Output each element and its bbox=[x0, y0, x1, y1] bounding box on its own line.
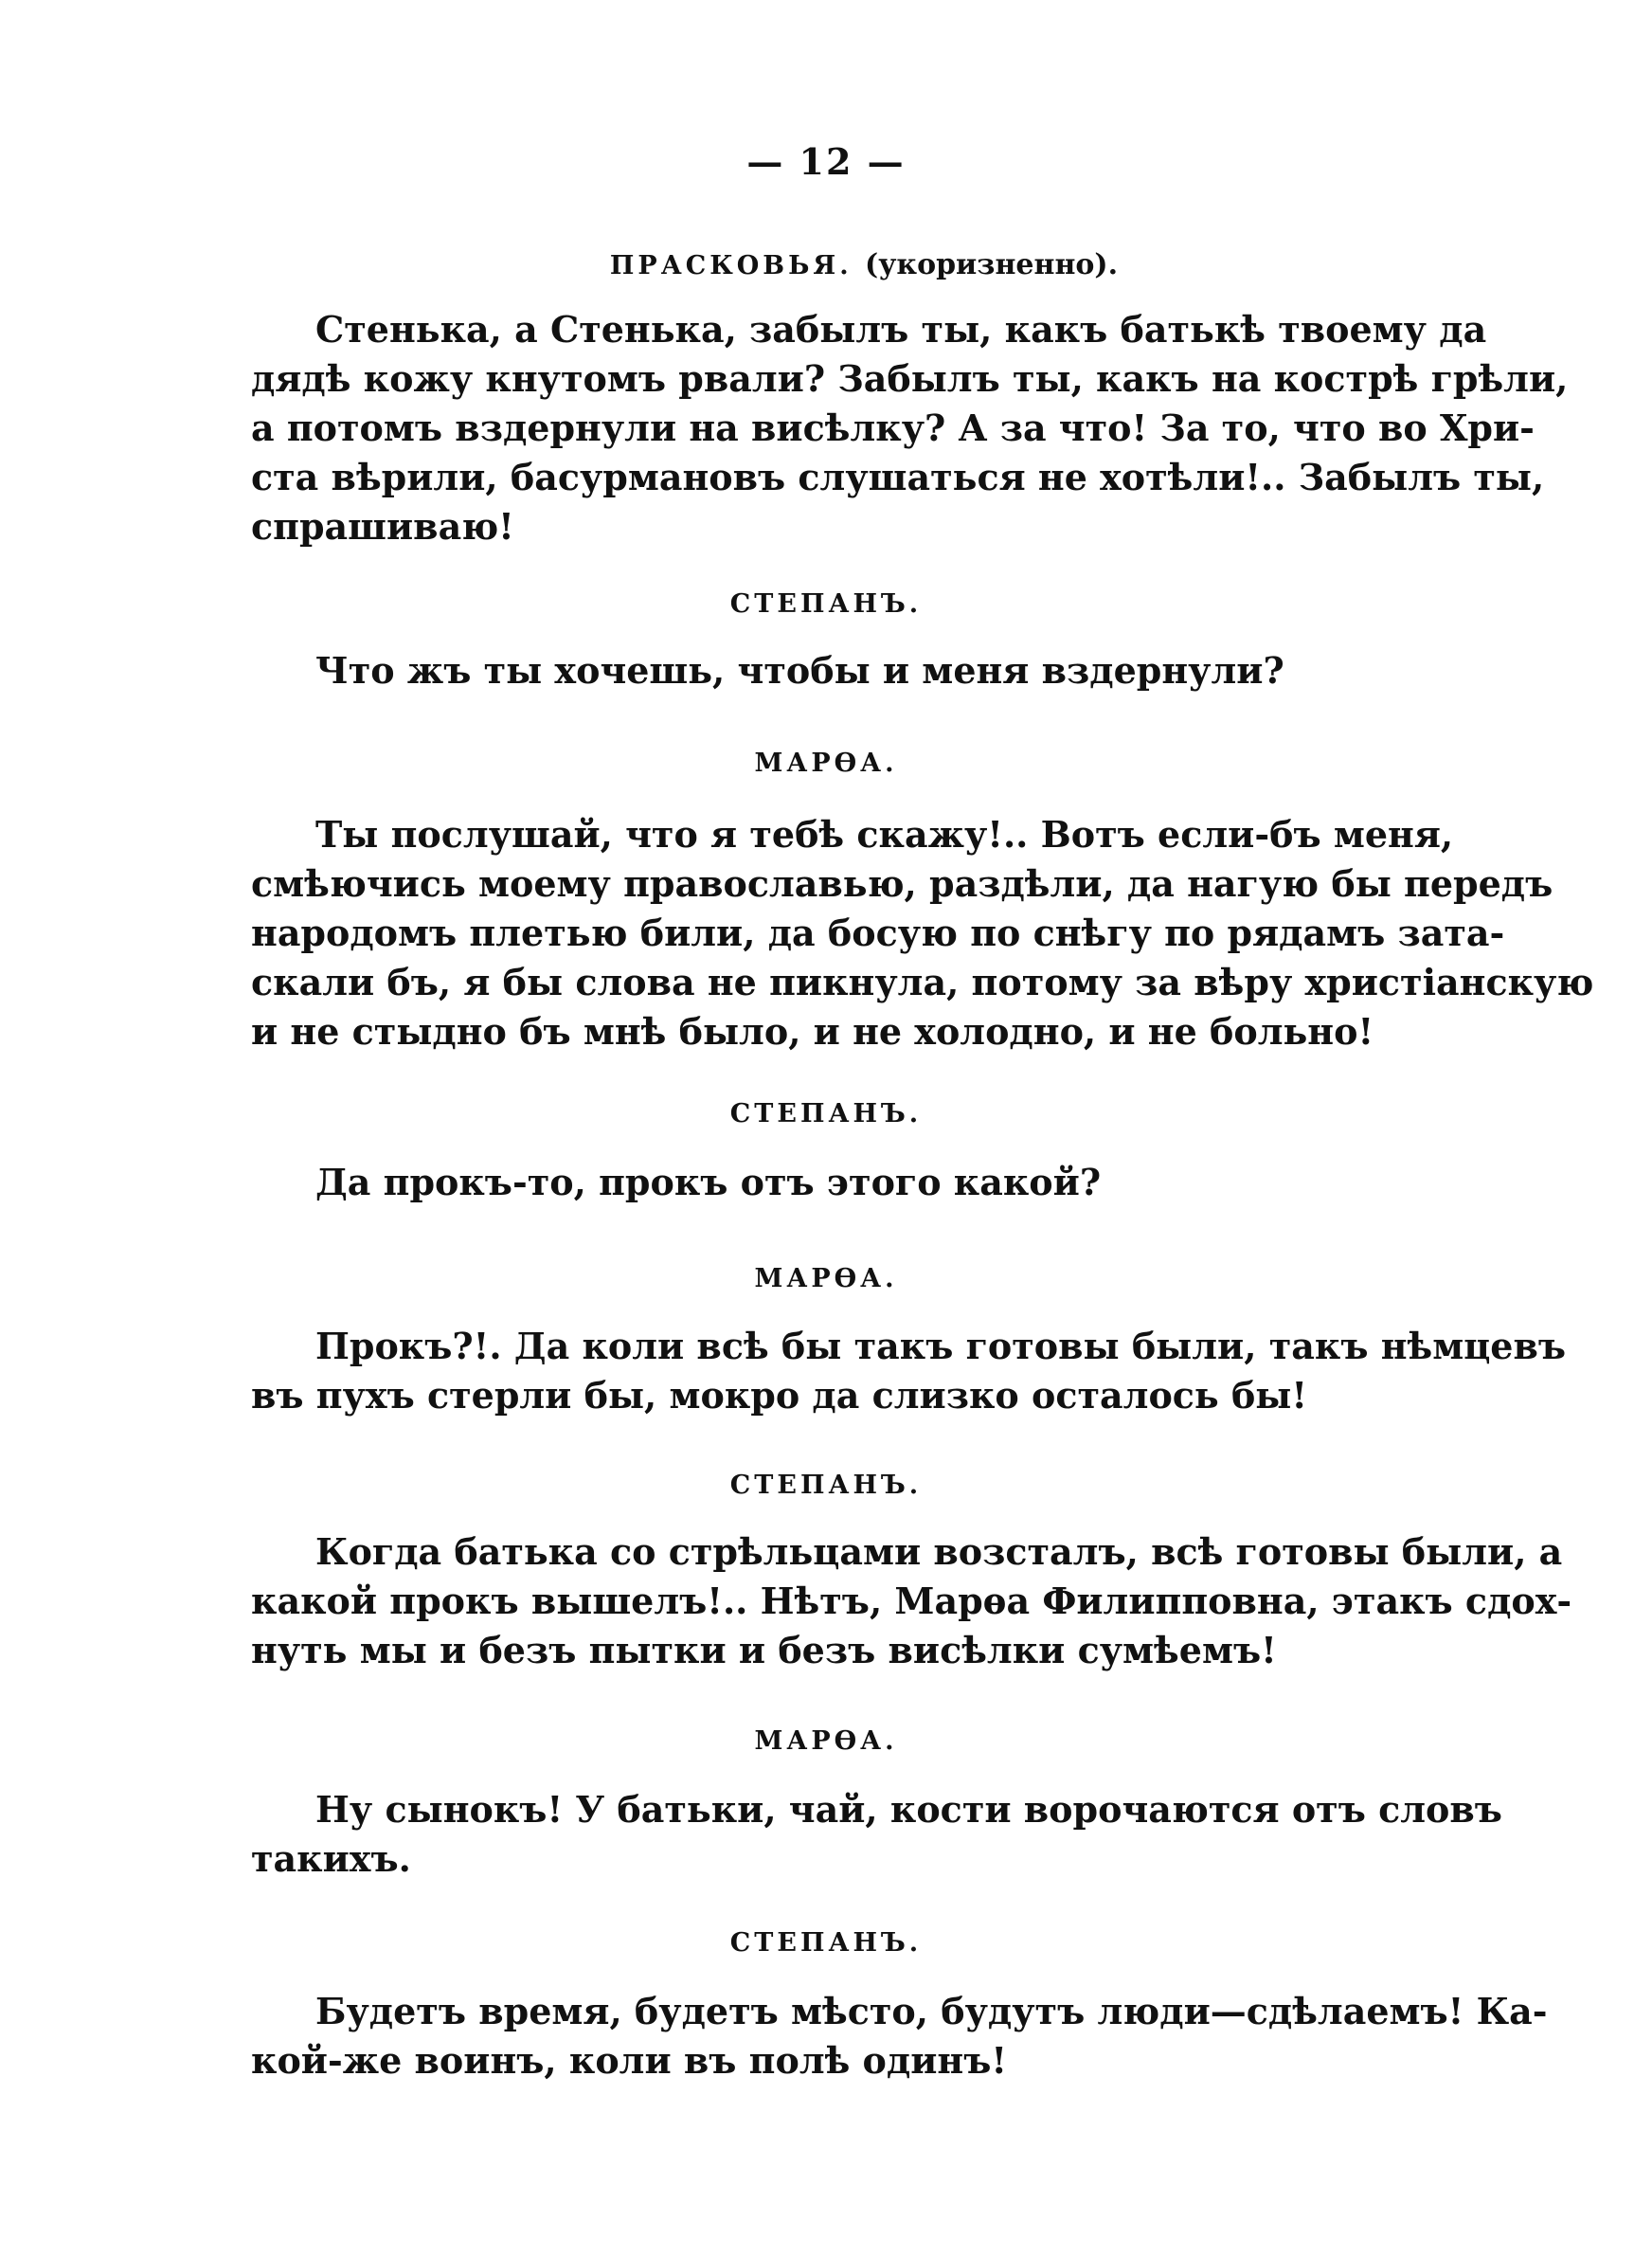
speech-line: какой прокъ вышелъ!.. Нѣтъ, Марѳа Филипповна, этакъ сдох- bbox=[251, 1580, 1572, 1622]
stage-direction: (укоризненно). bbox=[865, 248, 1119, 281]
speech-paragraph bbox=[251, 1158, 1418, 1207]
speech-paragraph bbox=[251, 1785, 1502, 1884]
page-number: — 12 — bbox=[746, 140, 906, 183]
speaker-heading bbox=[0, 1928, 1652, 1958]
speaker-name: СТЕПАНЪ. bbox=[729, 1099, 923, 1128]
speaker-heading bbox=[0, 1726, 1652, 1756]
speech-paragraph bbox=[251, 305, 1569, 551]
speaker-name: МАРѲА. bbox=[754, 749, 898, 778]
speech-paragraph bbox=[251, 1527, 1572, 1675]
speaker-name: ПРАСКОВЬЯ. bbox=[609, 251, 853, 280]
speech-line: нуть мы и безъ пытки и безъ висѣлки сумѣемъ! bbox=[251, 1629, 1277, 1671]
speech-line: Что жъ ты хочешь, чтобы и меня вздернули? bbox=[315, 649, 1284, 692]
speech-block bbox=[251, 305, 1569, 551]
speech-paragraph bbox=[251, 1322, 1567, 1420]
speech-line: и не стыдно бъ мнѣ было, и не холодно, и не больно! bbox=[251, 1010, 1374, 1053]
speech-line: Стенька, а Стенька, забылъ ты, какъ батькѣ твоему да bbox=[315, 308, 1487, 351]
speech-line: Ну сынокъ! У батьки, чай, кости ворочаются отъ словъ bbox=[315, 1788, 1502, 1831]
speaker-heading bbox=[0, 1264, 1652, 1293]
speech-line: въ пухъ стерли бы, мокро да слизко осталось бы! bbox=[251, 1374, 1308, 1417]
speaker-heading bbox=[0, 749, 1652, 778]
speaker-heading bbox=[0, 1099, 1652, 1128]
speech-line: Когда батька со стрѣльцами возсталъ, всѣ готовы были, а bbox=[315, 1530, 1563, 1573]
speech-line: дядѣ кожу кнутомъ рвали? Забылъ ты, какъ на кострѣ грѣли, bbox=[251, 357, 1569, 400]
speech-line: народомъ плетью били, да босую по снѣгу по рядамъ зата- bbox=[251, 912, 1505, 954]
speech-block bbox=[251, 1322, 1567, 1420]
speech-line: Будетъ время, будетъ мѣсто, будутъ люди—сдѣлаемъ! Ка- bbox=[315, 1990, 1548, 2032]
speaker-heading bbox=[0, 1471, 1652, 1500]
speech-line: смѣючись моему православью, раздѣли, да нагую бы передъ bbox=[251, 862, 1553, 905]
speaker-heading bbox=[0, 248, 1652, 281]
speech-block bbox=[251, 810, 1594, 1056]
speaker-name: СТЕПАНЪ. bbox=[729, 1928, 923, 1958]
speaker-name: МАРѲА. bbox=[754, 1726, 898, 1756]
speaker-name: СТЕПАНЪ. bbox=[729, 589, 923, 619]
speech-line: скали бъ, я бы слова не пикнула, потому за вѣру христіанскую bbox=[251, 961, 1594, 1003]
speech-line: кой-же воинъ, коли въ полѣ одинъ! bbox=[251, 2039, 1008, 2082]
speech-line: Ты послушай, что я тебѣ скажу!.. Вотъ если-бъ меня, bbox=[315, 813, 1454, 856]
speaker-name: СТЕПАНЪ. bbox=[729, 1471, 923, 1500]
speech-line: Да прокъ-то, прокъ отъ этого какой? bbox=[315, 1161, 1102, 1203]
speaker-name: МАРѲА. bbox=[754, 1264, 898, 1293]
speech-line: ста вѣрили, басурмановъ слушаться не хотѣли!.. Забылъ ты, bbox=[251, 456, 1545, 498]
speech-line: спрашиваю! bbox=[251, 505, 514, 548]
speech-line: а потомъ вздернули на висѣлку? А за что! За то, что во Хри- bbox=[251, 406, 1535, 449]
speech-paragraph bbox=[251, 810, 1594, 1056]
speech-line: Прокъ?!. Да коли всѣ бы такъ готовы были, такъ нѣмцевъ bbox=[315, 1325, 1567, 1367]
speech-block bbox=[251, 1987, 1548, 2085]
speech-paragraph bbox=[251, 646, 1418, 695]
speech-block bbox=[251, 1527, 1572, 1675]
speech-block bbox=[251, 646, 1418, 695]
speech-paragraph bbox=[251, 1987, 1548, 2085]
speech-block bbox=[251, 1158, 1418, 1207]
speaker-heading bbox=[0, 589, 1652, 619]
speech-block bbox=[251, 1785, 1502, 1884]
speech-line: такихъ. bbox=[251, 1837, 411, 1880]
